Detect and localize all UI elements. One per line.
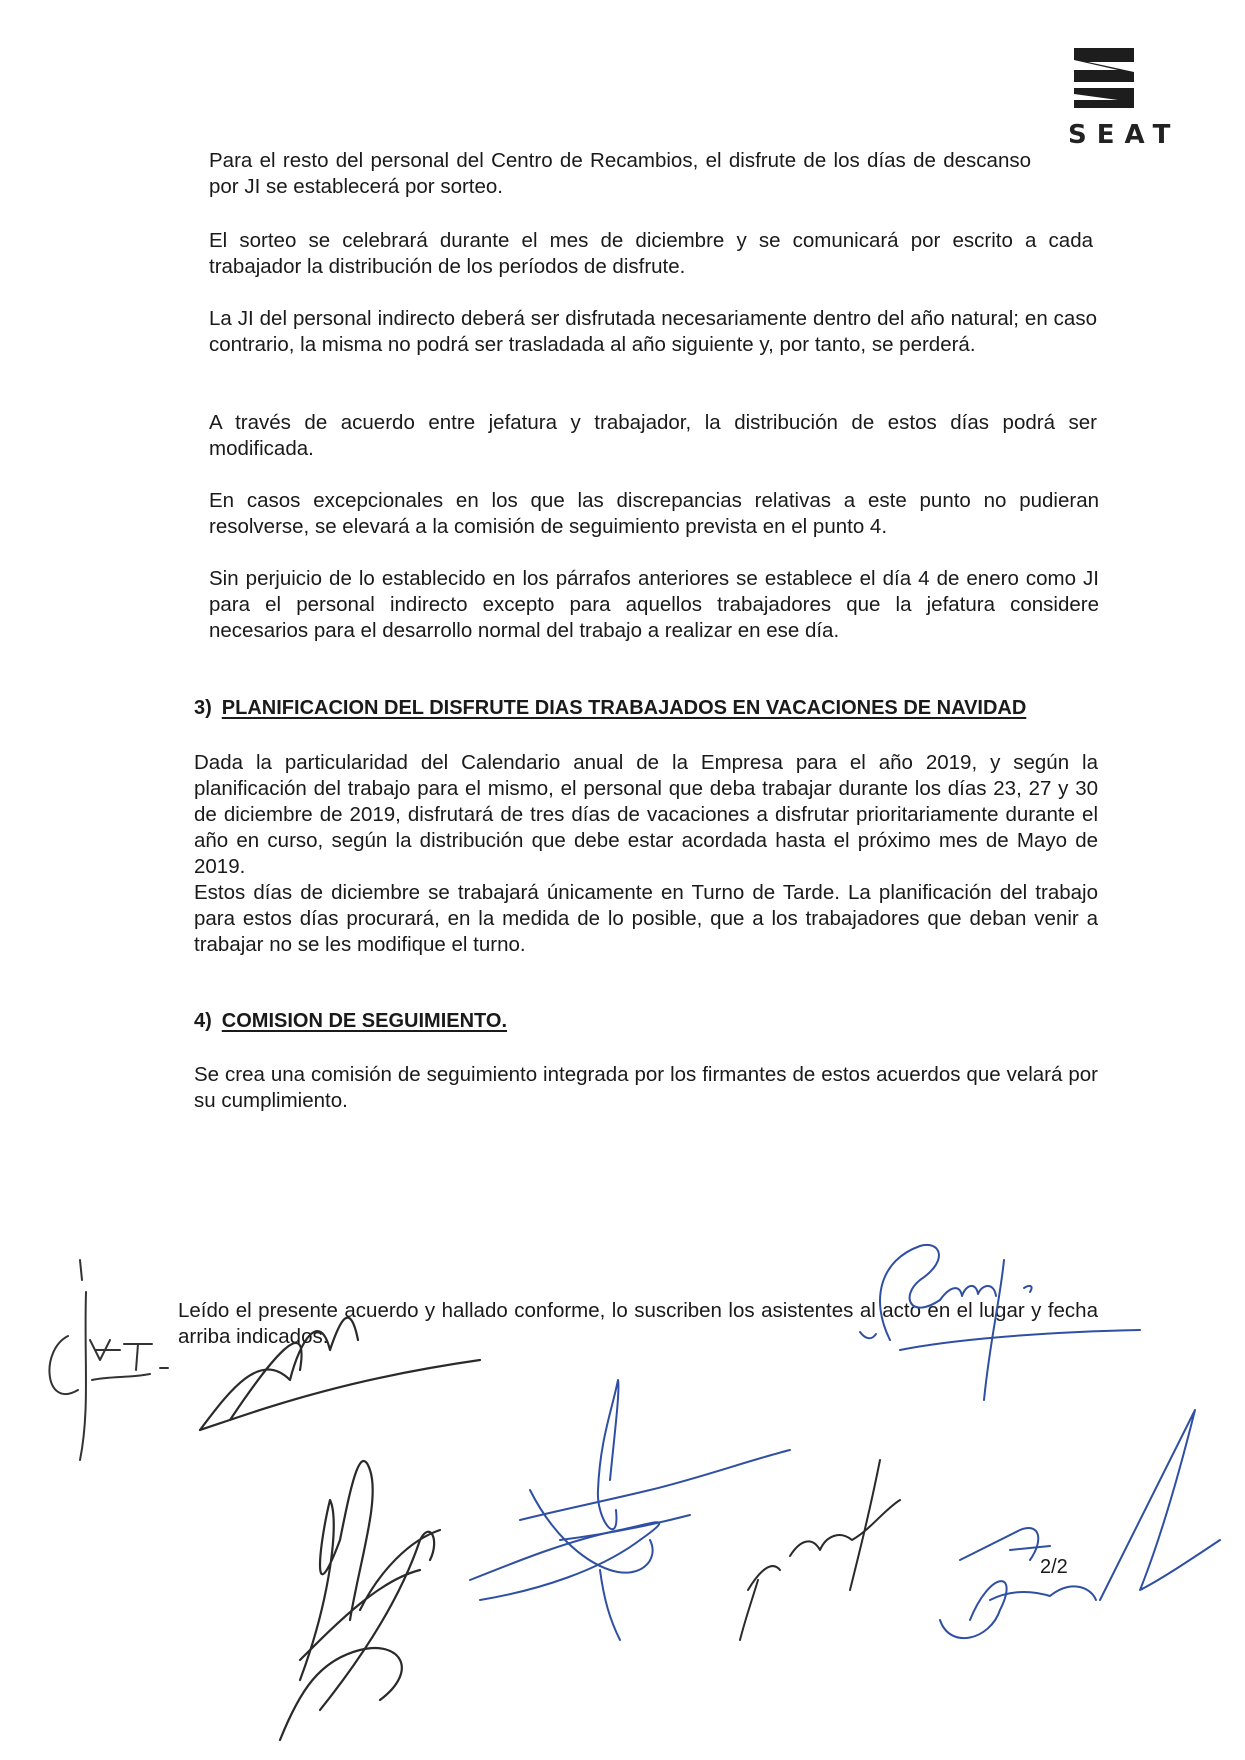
signature-5 (940, 1410, 1220, 1638)
section-4-heading (194, 1010, 507, 1033)
section-3-title: PLANIFICACION DEL DISFRUTE DIAS TRABAJADOS EN VACACIONES DE NAVIDAD (221, 697, 1027, 719)
section-4-body: Se crea una comisión de seguimiento integrada por los firmantes de estos acuerdos que velará por su cumplimiento. (194, 1063, 1098, 1112)
signature-1 (200, 1318, 480, 1740)
paragraph-sorteo-diciembre: El sorteo se celebrará durante el mes de diciembre y se comunicará por escrito a cada trabajador la distribución de los períodos de disfrute. (209, 229, 1093, 278)
signature-3 (740, 1460, 900, 1640)
seat-logo (1068, 44, 1208, 150)
section-3-number: 3) (194, 697, 212, 719)
section-3-body-2: Estos días de diciembre se trabajará únicamente en Turno de Tarde. La planificación del trabajo para estos días procurará, en la medida de lo posible, que a los trabajadores que deban venir a trabajar no se les modifique el turno. (194, 881, 1098, 956)
paragraph-4-enero: Sin perjuicio de lo establecido en los párrafos anteriores se establece el día 4 de enero como JI para el personal indirecto excepto para aquellos trabajadores que la jefatura considere necesarios para el desarrollo normal del trabajo a realizar en ese día. (209, 567, 1099, 642)
section-3-body-1: Dada la particularidad del Calendario anual de la Empresa para el año 2019, y según la planificación del trabajo para el mismo, el personal que deba trabajar durante los días 23, 27 y 30 de diciembre de 2019, disfrutará de tres días de vacaciones a disfrutar prioritariamente durante el año en curso, según la distribución que debe estar acordada hasta el próximo mes de Mayo de 2019. (194, 751, 1098, 878)
section-3-heading (194, 697, 1026, 720)
paragraph-acuerdo-jefatura: A través de acuerdo entre jefatura y trabajador, la distribución de estos días podrá ser modificada. (209, 411, 1097, 460)
section-4-title: COMISION DE SEGUIMIENTO. (221, 1010, 508, 1032)
paragraph-sorteo-intro: Para el resto del personal del Centro de Recambios, el disfrute de los días de descanso por JI se establecerá por sorteo. (209, 149, 1031, 198)
paragraph-ji-personal-indirecto: La JI del personal indirecto deberá ser disfrutada necesariamente dentro del año natural; en caso contrario, la misma no podrá ser trasladada al año siguiente y, por tanto, se perderá. (209, 307, 1097, 356)
seat-s-emblem-icon (1068, 44, 1140, 114)
signature-4 (860, 1245, 1140, 1400)
section-4-number: 4) (194, 1010, 212, 1032)
seat-wordmark: SEAT (1068, 120, 1181, 150)
margin-initials-signature (49, 1260, 168, 1460)
page-number: 2/2 (1040, 1556, 1068, 1578)
signature-2 (470, 1380, 790, 1640)
closing-statement: Leído el presente acuerdo y hallado conforme, lo suscriben los asistentes al acto en el lugar y fecha arriba indicados. (178, 1299, 1098, 1348)
signatures-area (0, 1240, 1245, 1760)
paragraph-casos-excepcionales: En casos excepcionales en los que las discrepancias relativas a este punto no pudieran resolverse, se elevará a la comisión de seguimiento prevista en el punto 4. (209, 489, 1099, 538)
